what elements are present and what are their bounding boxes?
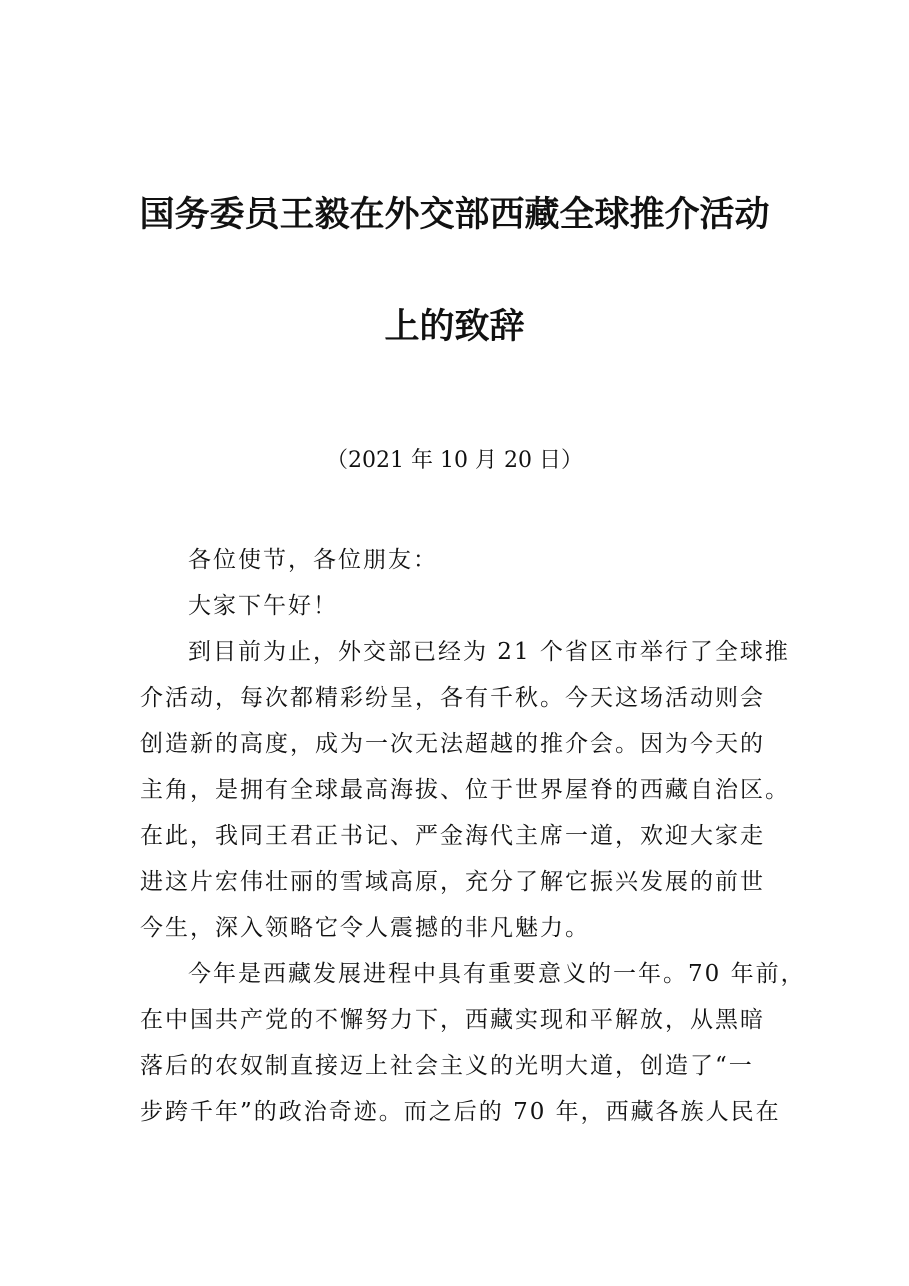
paragraph-1-line: 主角，是拥有全球最高海拔、位于世界屋脊的西藏自治区。 bbox=[140, 777, 790, 803]
speech-body bbox=[140, 537, 806, 1135]
paragraph-1-line: 到目前为止，外交部已经为 21 个省区市举行了全球推 bbox=[188, 639, 790, 665]
document-title-line-1: 国务委员王毅在外交部西藏全球推介活动 bbox=[139, 194, 770, 235]
paragraph-2-line: 今年是西藏发展进程中具有重要意义的一年。70 年前， bbox=[188, 961, 806, 987]
paragraph-2-line: 步跨千年”的政治奇迹。而之后的 70 年，西藏各族人民在 bbox=[140, 1099, 781, 1125]
paragraph-1-line: 今生，深入领略它令人震撼的非凡魅力。 bbox=[140, 915, 590, 941]
document-title-line-2: 上的致辞 bbox=[384, 306, 525, 347]
speech-date: （2021 年 10 月 20 日） bbox=[326, 448, 583, 473]
paragraph-1-line: 创造新的高度，成为一次无法超越的推介会。因为今天的 bbox=[140, 731, 765, 757]
paragraph-2-line: 落后的农奴制直接迈上社会主义的光明大道，创造了“一 bbox=[140, 1053, 754, 1079]
paragraph-1-line: 介活动，每次都精彩纷呈，各有千秋。今天这场活动则会 bbox=[140, 685, 765, 711]
greeting: 大家下午好！ bbox=[188, 593, 338, 619]
paragraph-2-line: 在中国共产党的不懈努力下，西藏实现和平解放，从黑暗 bbox=[140, 1007, 765, 1033]
paragraph-1-line: 进这片宏伟壮丽的雪域高原，充分了解它振兴发展的前世 bbox=[140, 869, 765, 895]
salutation: 各位使节，各位朋友： bbox=[188, 547, 438, 573]
paragraph-1-line: 在此，我同王君正书记、严金海代主席一道，欢迎大家走 bbox=[140, 823, 765, 849]
